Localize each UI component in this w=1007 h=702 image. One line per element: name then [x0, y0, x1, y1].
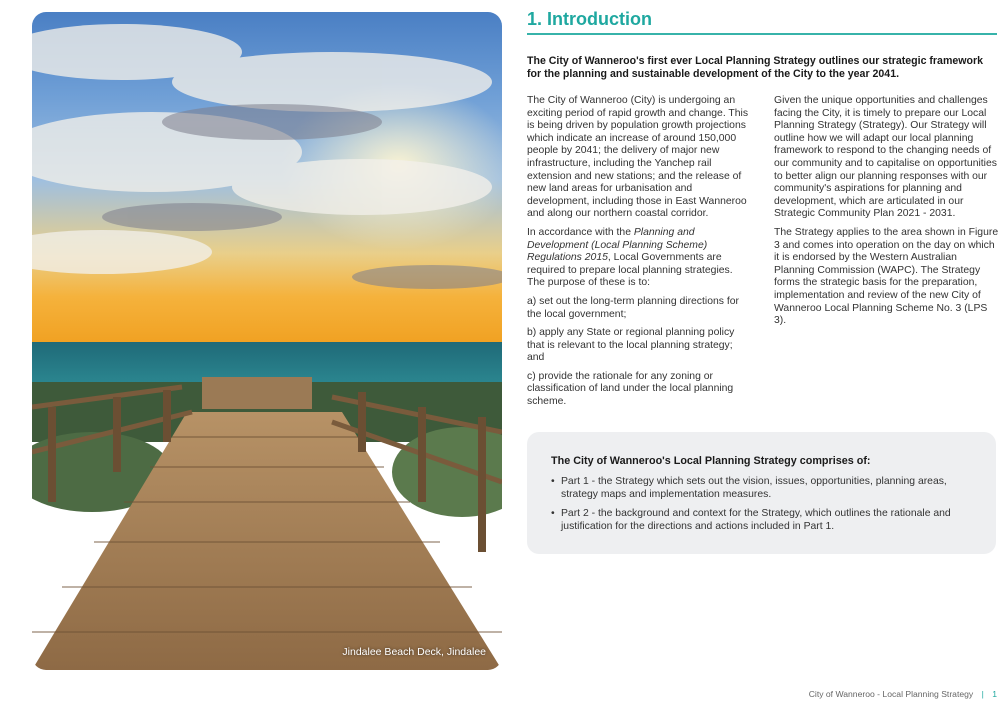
footer-separator: | — [981, 689, 984, 699]
paragraph-opportunities: Given the unique opportunities and challenges facing the City, it is timely to prepare our Local Planning Strategy (Strategy). Our Strategy will outline how we will adapt our local planning framework to respond to the changing needs of our community and to capitalise on opportunities to better align our planning responses with our community's aspirations for planning and development, which are articulated in our Strategic Community Plan 2021 - 2031. — [774, 95, 997, 220]
section-number: 1. — [527, 9, 543, 29]
body-column-left — [527, 95, 752, 415]
strategy-components-box — [527, 432, 996, 554]
photo-caption: Jindalee Beach Deck, Jindalee — [342, 646, 486, 658]
intro-summary: The City of Wanneroo's first ever Local Planning Strategy outlines our strategic framework for the planning and sustainable development of the City to the year 2041. — [527, 55, 983, 80]
box-title: The City of Wanneroo's Local Planning Strategy comprises of: — [551, 455, 871, 467]
page-footer — [809, 689, 997, 699]
paragraph-regulations — [527, 227, 752, 290]
regulations-text-after: , Local Governments are required to prepare local planning strategies. The purpose of these is to: — [527, 252, 733, 289]
list-item-part-2: • Part 2 - the background and context for the Strategy, which outlines the rationale and justification for the directions and actions included in Part 1. — [551, 508, 976, 533]
cover-photo — [32, 12, 502, 670]
paragraph-growth: The City of Wanneroo (City) is undergoing an exciting period of rapid growth and change. This is being driven by population growth projections which indicate an increase of around 150,000 people by 2041; the delivery of major new infrastructure, including the Yanchep rail extension and new stations; and the release of new land areas for urbanisation and development, including those in East Wanneroo and along our northern coastal corridor. — [527, 95, 749, 220]
regulations-text-before: In accordance with the — [527, 226, 634, 238]
purpose-item-a: a) set out the long-term planning directions for the local government; — [527, 295, 739, 320]
list-item-part-1: • Part 1 - the Strategy which sets out the vision, issues, opportunities, planning areas, strategy maps and implementation measures. — [551, 476, 976, 501]
purpose-item-c: c) provide the rationale for any zoning or classification of land under the local planning scheme. — [527, 370, 734, 408]
purpose-item-b: b) apply any State or regional planning policy that is relevant to the local planning strategy; and — [527, 327, 735, 364]
section-title-text: Introduction — [547, 9, 653, 29]
page-number: 1 — [992, 689, 997, 699]
body-column-right — [774, 95, 999, 334]
section-title — [527, 8, 997, 30]
section-heading — [527, 8, 997, 35]
component-list — [551, 476, 976, 540]
paragraph-strategy-scope: The Strategy applies to the area shown in Figure 3 and comes into operation on the day on which it is endorsed by the Western Australian Planning Commission (WAPC). The Strategy forms the strategic basis for the preparation, implementation and review of the new City of Wanneroo Local Planning Scheme No. 3 (LPS 3). — [774, 226, 999, 327]
beach-boardwalk-illustration — [32, 12, 502, 670]
footer-document-title: City of Wanneroo - Local Planning Strategy — [808, 689, 974, 699]
heading-rule — [527, 33, 997, 35]
regulations-title: Planning and Development (Local Planning Scheme) Regulations 2015 — [527, 226, 708, 264]
